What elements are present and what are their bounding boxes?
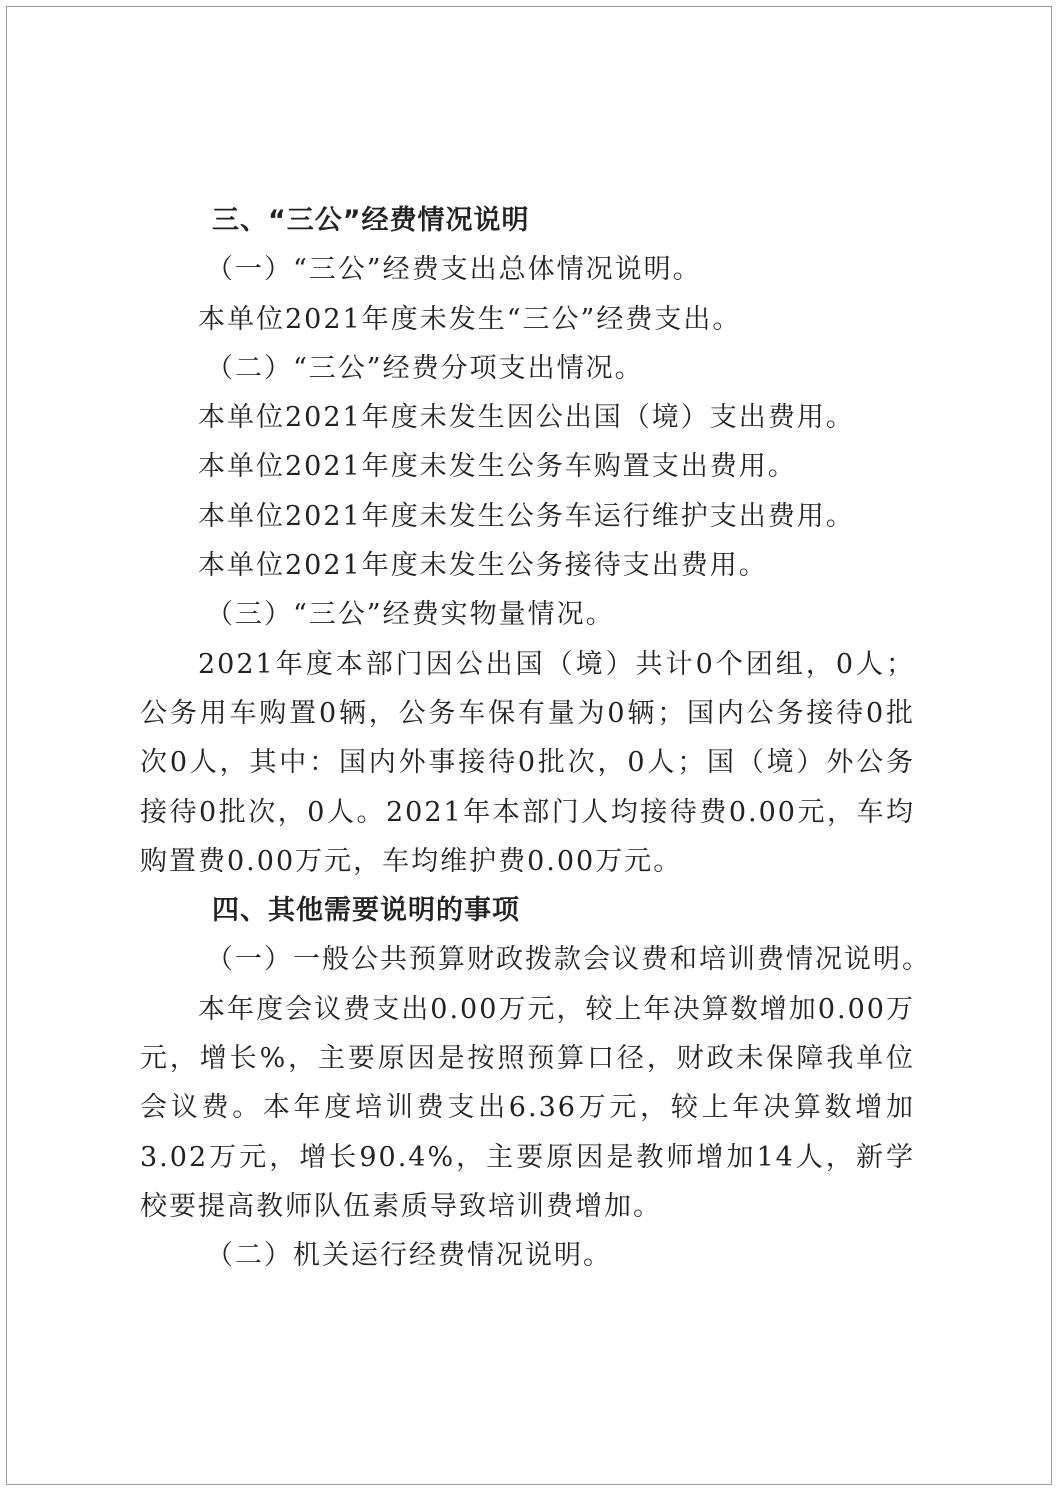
document-body bbox=[140, 196, 931, 1281]
section-4-subheading-1: （一）一般公共预算财政拨款会议费和培训费情况说明。 bbox=[206, 944, 931, 976]
section-3-subheading-2: （二）“三公”经费分项支出情况。 bbox=[206, 352, 644, 384]
section-3-paragraph-3: 2021年度本部门因公出国（境）共计0个团组，0人；公务用车购置0辆，公务车保有量为0辆；国内公务接待0批次0人，其中：国内外事接待0批次，0人；国（境）外公务接待0批次，0人。2021年本部门人均接待费0.00元，车均购置费0.00万元，车均维护费0.00万元。 bbox=[140, 648, 915, 877]
section-3-paragraph-1: 本单位2021年度未发生“三公”经费支出。 bbox=[198, 303, 742, 335]
section-3-heading: 三、“三公”经费情况说明 bbox=[212, 205, 530, 236]
section-3-item: 本单位2021年度未发生公务车购置支出费用。 bbox=[198, 451, 797, 483]
section-3-item: 本单位2021年度未发生公务接待支出费用。 bbox=[198, 550, 768, 582]
section-3-item: 本单位2021年度未发生公务车运行维护支出费用。 bbox=[198, 500, 855, 532]
section-4-paragraph-1: 本年度会议费支出0.00万元，较上年决算数增加0.00万元，增长%，主要原因是按照预算口径，财政未保障我单位会议费。本年度培训费支出6.36万元，较上年决算数增加3.02万元，增长90.4%，主要原因是教师增加14人，新学校要提高教师队伍素质导致培训费增加。 bbox=[140, 993, 915, 1222]
section-4-subheading-2: （二）机关运行经费情况说明。 bbox=[206, 1240, 612, 1272]
section-4-heading: 四、其他需要说明的事项 bbox=[212, 895, 520, 927]
section-3-subheading-3: （三）“三公”经费实物量情况。 bbox=[206, 599, 615, 631]
section-3-item: 本单位2021年度未发生因公出国（境）支出费用。 bbox=[198, 402, 855, 434]
section-3-subheading-1: （一）“三公”经费支出总体情况说明。 bbox=[206, 254, 702, 286]
